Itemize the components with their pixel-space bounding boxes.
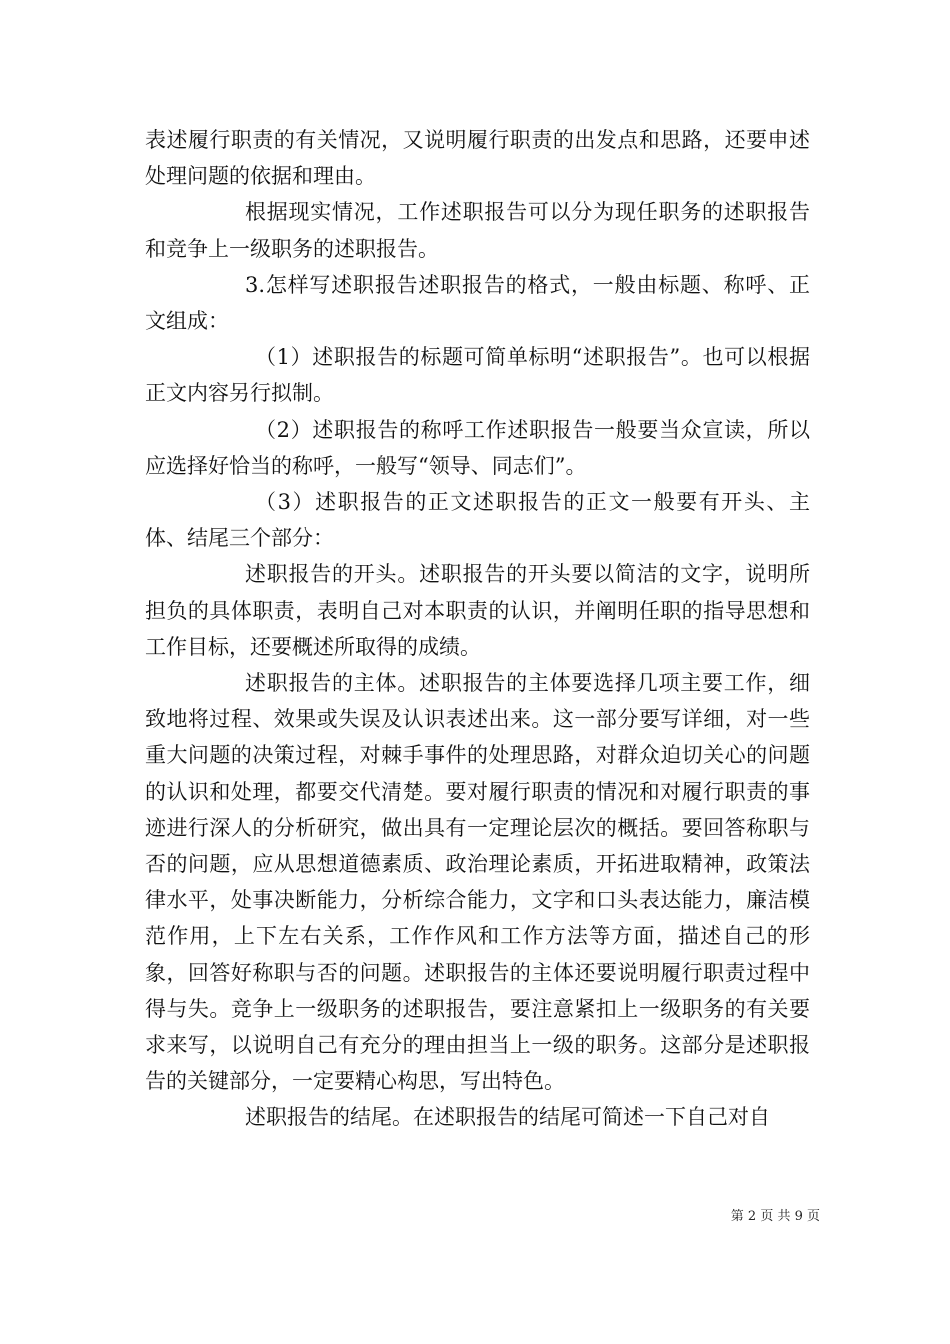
paragraph-salutation-item: （2）述职报告的称呼工作述职报告一般要当众宣读，所以应选择好恰当的称呼，一般写“领导、同志们”。 bbox=[145, 417, 810, 478]
page-number-footer: 第 2 页 共 9 页 bbox=[730, 1209, 820, 1224]
paragraph-ending: 述职报告的结尾。在述职报告的结尾可简述一下自己对自 bbox=[245, 1105, 770, 1130]
paragraph-body-item: （3）述职报告的正文述职报告的正文一般要有开头、主体、结尾三个部分： bbox=[145, 490, 810, 551]
paragraph-format-heading: 3.怎样写述职报告述职报告的格式，一般由标题、称呼、正文组成： bbox=[145, 272, 810, 334]
paragraph-continuation: 表述履行职责的有关情况，又说明履行职责的出发点和思路，还要申述处理问题的依据和理由。 bbox=[145, 128, 810, 189]
paragraph-main-body: 述职报告的主体。述职报告的主体要选择几项主要工作，细致地将过程、效果或失误及认识表述出来。这一部分要写详细，对一些重大问题的决策过程，对棘手事件的处理思路，对群众迫切关心的问题的认识和处理，都要交代清楚。要对履行职责的情况和对履行职责的事迹进行深人的分析研究，做出具有一定理论层次的概括。要回答称职与否的问题，应从思想道德素质、政治理论素质，开拓进取精神，政策法律水平，处事决断能力，分析综合能力，文字和口头表达能力，廉洁模范作用，上下左右关系，工作作风和工作方法等方面，描述自己的形象，回答好称职与否的问题。述职报告的主体还要说明履行职责过程中得与失。竞争上一级职务的述职报告，要注意紧扣上一级职务的有关要求来写，以说明自己有充分的理由担当上一级的职务。这部分是述职报告的关键部分，一定要精心构思，写出特色。 bbox=[145, 671, 810, 1094]
document-body bbox=[145, 122, 810, 1136]
paragraph-title-item: （1）述职报告的标题可简单标明“述职报告”。也可以根据正文内容另行拟制。 bbox=[145, 345, 810, 406]
paragraph-report-types: 根据现实情况，工作述职报告可以分为现任职务的述职报告和竞争上一级职务的述职报告。 bbox=[145, 200, 810, 261]
paragraph-opening: 述职报告的开头。述职报告的开头要以简洁的文字，说明所担负的具体职责，表明自己对本职责的认识，并阐明任职的指导思想和工作目标，还要概述所取得的成绩。 bbox=[145, 562, 810, 659]
